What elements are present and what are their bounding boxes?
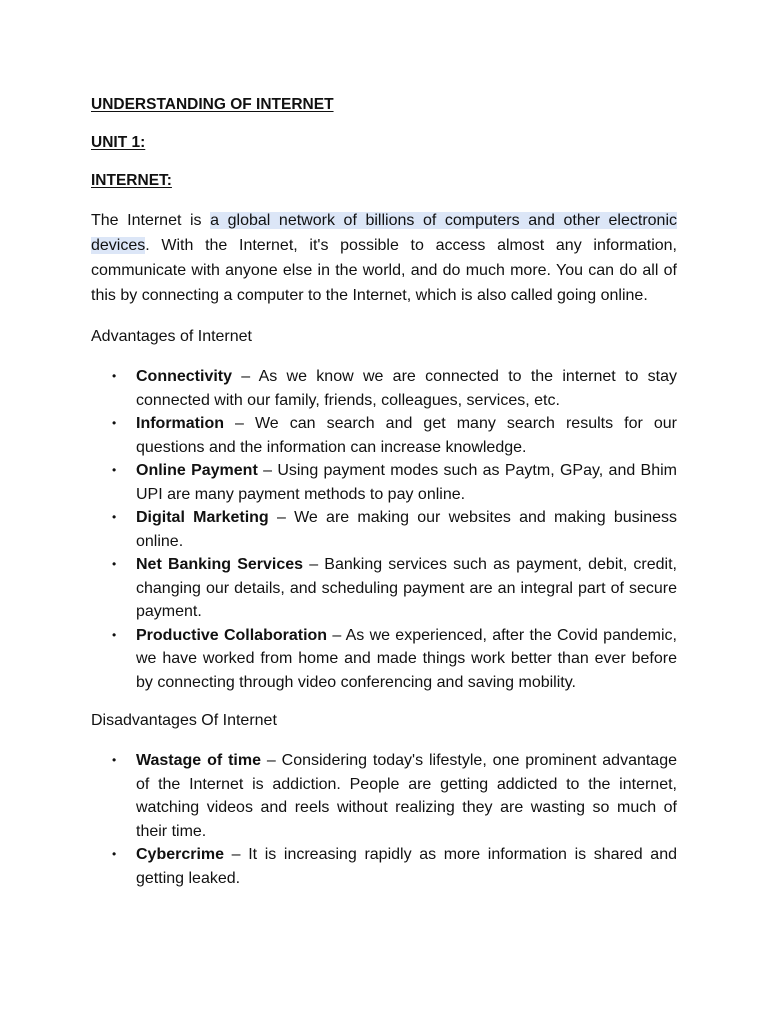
topic-heading: INTERNET: bbox=[91, 172, 172, 189]
bullet-icon: • bbox=[112, 416, 117, 430]
bullet-icon: • bbox=[112, 510, 117, 524]
bullet-icon: • bbox=[112, 753, 117, 767]
list-item bbox=[112, 412, 677, 459]
item-term: Cybercrime bbox=[136, 846, 225, 863]
list-item bbox=[112, 624, 677, 695]
item-term: Digital Marketing bbox=[136, 509, 269, 526]
list-item bbox=[112, 506, 677, 553]
bullet-icon: • bbox=[112, 627, 117, 642]
intro-paragraph bbox=[91, 208, 677, 308]
item-description: – Banking services such as payment, debit, credit, changing our details, and scheduling payment are an integral part of secure payment. bbox=[136, 556, 677, 620]
item-term: Productive Collaboration bbox=[136, 626, 328, 644]
item-description: – We are making our websites and making business online. bbox=[136, 509, 677, 550]
item-description: – It is increasing rapidly as more information is shared and getting leaked. bbox=[136, 846, 677, 887]
item-term: Wastage of time bbox=[136, 752, 261, 769]
bullet-icon: • bbox=[112, 369, 117, 383]
advantages-list bbox=[91, 365, 677, 694]
document-title: UNDERSTANDING OF INTERNET bbox=[91, 96, 334, 113]
advantages-title: Advantages of Internet bbox=[91, 328, 252, 345]
item-description: – Considering today's lifestyle, one prominent advantage of the Internet is addiction. People are getting addicted to the internet, watching videos and reels without realizing they are wasting so much of their time. bbox=[136, 752, 677, 840]
document-body bbox=[91, 94, 677, 905]
item-description: – As we know we are connected to the internet to stay connected with our family, friends, colleagues, services, etc. bbox=[136, 368, 677, 409]
item-description: – Using payment modes such as Paytm, GPay, and Bhim UPI are many payment methods to pay online. bbox=[136, 462, 678, 503]
bullet-icon: • bbox=[112, 463, 117, 477]
item-term: Online Payment bbox=[136, 462, 258, 479]
item-term: Connectivity bbox=[136, 368, 233, 385]
intro-text-end: . With the Internet, it's possible to access almost any information, communicate with anyone else in the world, and do much more. You can do all of this by connecting a computer to the Internet, which is also called going online. bbox=[91, 237, 677, 304]
disadvantages-list bbox=[91, 749, 677, 890]
item-description: – As we experienced, after the Covid pandemic, we have worked from home and made things work better than ever before by connecting through video conferencing and saving mobility. bbox=[136, 626, 677, 691]
item-term: Information bbox=[136, 415, 224, 432]
item-description: – We can search and get many search results for our questions and the information can increase knowledge. bbox=[136, 415, 677, 456]
list-item bbox=[112, 553, 677, 624]
bullet-icon: • bbox=[112, 557, 117, 571]
list-item bbox=[112, 749, 677, 843]
list-item bbox=[112, 365, 677, 412]
item-term: Net Banking Services bbox=[136, 556, 304, 573]
bullet-icon: • bbox=[112, 847, 117, 861]
intro-text-start: The Internet is bbox=[91, 212, 211, 229]
highlighted-text: a global network of billions of computers and other electronic devices bbox=[91, 212, 678, 254]
disadvantages-title: Disadvantages Of Internet bbox=[91, 712, 277, 729]
list-item bbox=[112, 843, 677, 890]
list-item bbox=[112, 459, 678, 506]
unit-heading: UNIT 1: bbox=[91, 134, 146, 151]
